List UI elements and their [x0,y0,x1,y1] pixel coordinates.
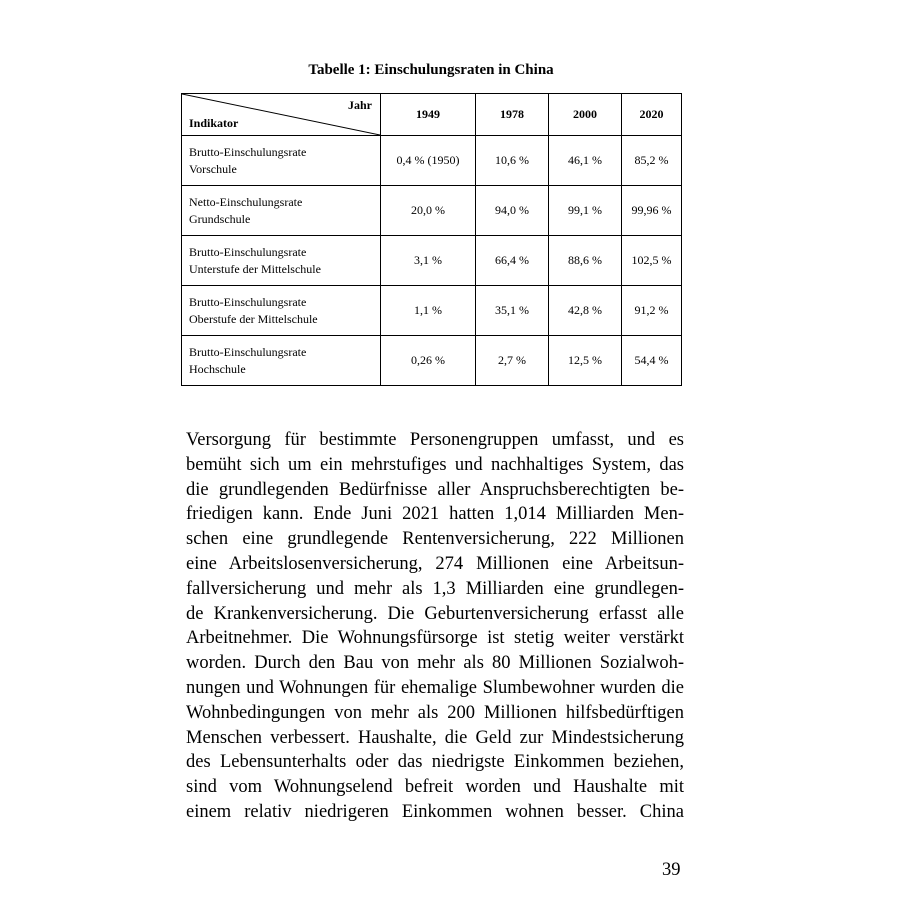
indicator-cell [182,136,381,186]
value-cell: 42,8 % [549,286,622,336]
body-line: die grundlegenden Bedürfnisse aller Anspruchsberechtigten be- [186,479,684,500]
value-cell: 99,1 % [549,186,622,236]
indicator-line2: Oberstufe der Mittelschule [189,311,318,326]
indicator-line2: Unterstufe der Mittelschule [189,261,321,276]
body-paragraph [186,428,684,825]
body-line: Arbeitnehmer. Die Wohnungsfürsorge ist stetig weiter verstärkt [186,628,684,649]
indicator-cell [182,336,381,386]
year-header-2000: 2000 [549,94,622,136]
value-cell: 85,2 % [622,136,682,186]
body-line: bemüht sich um ein mehrstufiges und nachhaltiges System, das [186,454,684,475]
table-row [182,236,682,286]
indicator-cell [182,286,381,336]
table-caption: Tabelle 1: Einschulungsraten in China [308,62,554,78]
body-line: sind vom Wohnungselend befreit worden und Haushalte mit [186,777,684,798]
indicator-cell [182,186,381,236]
table-row [182,186,682,236]
table-row [182,336,682,386]
indicator-line2: Vorschule [189,161,237,176]
body-line: einem relativ niedrigeren Einkommen wohnen besser. China [186,801,684,822]
body-line: des Lebensunterhalts oder das niedrigste Einkommen beziehen, [186,752,684,773]
value-cell: 88,6 % [549,236,622,286]
value-cell: 0,4 % (1950) [381,136,476,186]
table-row [182,136,682,186]
page-number: 39 [662,860,681,880]
year-header-2020: 2020 [622,94,682,136]
enrollment-table [181,93,682,386]
value-cell: 66,4 % [476,236,549,286]
value-cell: 46,1 % [549,136,622,186]
body-line: de Krankenversicherung. Die Geburtenversicherung erfasst alle [186,603,684,624]
year-header-label: Jahr [348,98,372,112]
value-cell: 1,1 % [381,286,476,336]
value-cell: 3,1 % [381,236,476,286]
value-cell: 12,5 % [549,336,622,386]
indicator-line1: Brutto-Einschulungsrate [189,144,307,159]
table-row [182,286,682,336]
body-line: friedigen kann. Ende Juni 2021 hatten 1,014 Milliarden Men- [186,504,684,525]
indicator-cell [182,236,381,286]
body-line: worden. Durch den Bau von mehr als 80 Millionen Sozialwoh- [186,653,684,674]
body-line: eine Arbeitslosenversicherung, 274 Millionen eine Arbeitsun- [186,553,684,574]
indicator-line1: Brutto-Einschulungsrate [189,294,307,309]
indicator-line1: Netto-Einschulungsrate [189,194,303,209]
body-line: fallversicherung und mehr als 1,3 Milliarden eine grundlegen- [186,578,684,599]
value-cell: 99,96 % [622,186,682,236]
value-cell: 91,2 % [622,286,682,336]
indicator-header-label: Indikator [189,116,239,130]
table-header-row [182,94,682,136]
indicator-line2: Grundschule [189,211,251,226]
body-line: Menschen verbessert. Haushalte, die Geld zur Mindestsicherung [186,727,684,748]
value-cell: 35,1 % [476,286,549,336]
indicator-line2: Hochschule [189,361,246,376]
value-cell: 54,4 % [622,336,682,386]
indicator-line1: Brutto-Einschulungsrate [189,244,307,259]
value-cell: 2,7 % [476,336,549,386]
value-cell: 102,5 % [622,236,682,286]
value-cell: 0,26 % [381,336,476,386]
body-line: Versorgung für bestimmte Personengruppen umfasst, und es [186,430,684,450]
body-line: schen eine grundlegende Rentenversicherung, 222 Millionen [186,529,684,550]
indicator-line1: Brutto-Einschulungsrate [189,344,307,359]
value-cell: 10,6 % [476,136,549,186]
body-line: Wohnbedingungen von mehr als 200 Millionen hilfsbedürftigen [186,702,684,723]
header-corner-cell [182,94,381,136]
value-cell: 94,0 % [476,186,549,236]
value-cell: 20,0 % [381,186,476,236]
year-header-1978: 1978 [476,94,549,136]
body-line: nungen und Wohnungen für ehemalige Slumbewohner wurden die [186,677,684,698]
year-header-1949: 1949 [381,94,476,136]
